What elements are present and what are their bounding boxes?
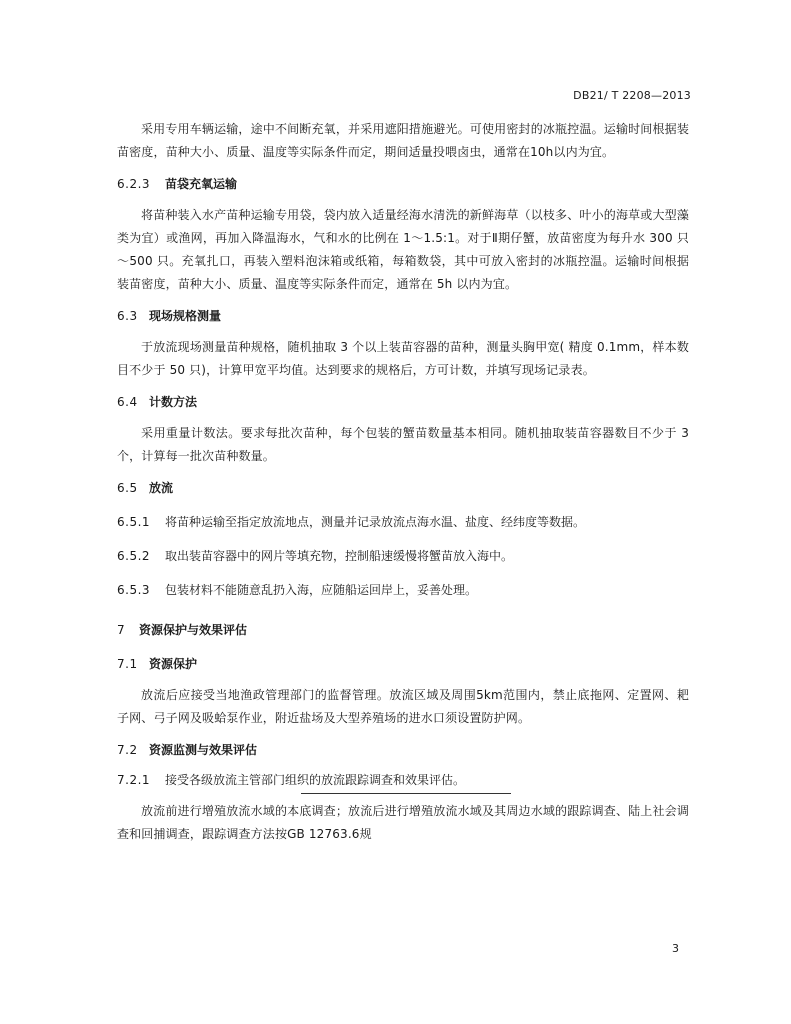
paragraph-survey: 放流前进行增殖放流水域的本底调查；放流后进行增殖放流水域及其周边水域的跟踪调查、陆上社会调查和回捕调查，跟踪调查方法按GB 12763.6规 [117, 804, 689, 841]
heading-title: 放流 [149, 481, 174, 495]
paragraph-measurement: 于放流现场测量苗种规格，随机抽取 3 个以上装苗容器的苗种，测量头胸甲宽( 精度 0.1mm，样本数目不少于 50 只)，计算甲宽平均值。达到要求的规格后，方可计数，并填写现场记录表。 [117, 340, 689, 377]
heading-6-5 [117, 478, 689, 498]
heading-title: 现场规格测量 [149, 309, 222, 323]
page-number: 3 [672, 942, 679, 955]
heading-6-3 [117, 306, 689, 326]
document-body [117, 118, 689, 846]
item-number: 6.5.2 [117, 549, 151, 563]
item-number: 6.5.3 [117, 583, 151, 597]
heading-title: 苗袋充氧运输 [165, 177, 238, 191]
paragraph-transport: 采用专用车辆运输，途中不间断充氧，并采用遮阳措施避光。可使用密封的冰瓶控温。运输时间根据装苗密度，苗种大小、质量、温度等实际条件而定，期间适量投喂卤虫，通常在10h以内为宜。 [117, 122, 689, 159]
heading-number: 6.3 [117, 309, 138, 323]
heading-number: 6.4 [117, 395, 138, 409]
item-text: 接受各级放流主管部门组织的放流跟踪调查和效果评估。 [165, 773, 466, 787]
heading-7-1 [117, 654, 689, 674]
heading-title: 资源监测与效果评估 [149, 743, 258, 757]
heading-number: 6.2.3 [117, 177, 151, 191]
end-divider [301, 793, 511, 794]
item-number: 6.5.1 [117, 515, 151, 529]
item-text: 将苗种运输至指定放流地点，测量并记录放流点海水温、盐度、经纬度等数据。 [165, 515, 586, 529]
heading-title: 资源保护 [149, 657, 198, 671]
heading-number: 7 [117, 623, 126, 637]
item-number: 7.2.1 [117, 773, 151, 787]
item-6-5-3 [117, 580, 689, 600]
item-text: 包装材料不能随意乱扔入海，应随船运回岸上，妥善处理。 [165, 583, 478, 597]
item-7-2-1 [117, 770, 689, 790]
heading-number: 7.1 [117, 657, 138, 671]
paragraph-counting: 采用重量计数法。要求每批次苗种，每个包装的蟹苗数量基本相同。随机抽取装苗容器数目不少于 3个，计算每一批次苗种数量。 [117, 426, 689, 463]
paragraph-bag-transport: 将苗种装入水产苗种运输专用袋，袋内放入适量经海水清洗的新鲜海草（以枝多、叶小的海草或大型藻类为宜）或渔网，再加入降温海水，气和水的比例在 1～1.5:1。对于Ⅱ期仔蟹，放苗密度为每升水 300 只～500 只。充氧扎口，再装入塑料泡沫箱或纸箱，每箱数袋，其中可放入密封的冰瓶控温。运输时间根据装苗密度，苗种大小、质量、温度等实际条件而定，通常在 5h 以内为宜。 [117, 208, 689, 291]
standard-code: DB21/ T 2208—2013 [573, 89, 691, 102]
heading-title: 计数方法 [149, 395, 198, 409]
heading-number: 7.2 [117, 743, 138, 757]
paragraph-protection: 放流后应接受当地渔政管理部门的监督管理。放流区域及周围5km范围内，禁止底拖网、定置网、耙子网、弓子网及吸蛤泵作业，附近盐场及大型养殖场的进水口须设置防护网。 [117, 688, 689, 725]
item-text: 取出装苗容器中的网片等填充物，控制船速缓慢将蟹苗放入海中。 [165, 549, 514, 563]
item-6-5-1 [117, 512, 689, 532]
heading-7 [117, 620, 689, 640]
heading-number: 6.5 [117, 481, 138, 495]
heading-6-2-3 [117, 174, 689, 194]
heading-title: 资源保护与效果评估 [139, 623, 248, 637]
heading-6-4 [117, 392, 689, 412]
heading-7-2 [117, 740, 689, 760]
item-6-5-2 [117, 546, 689, 566]
